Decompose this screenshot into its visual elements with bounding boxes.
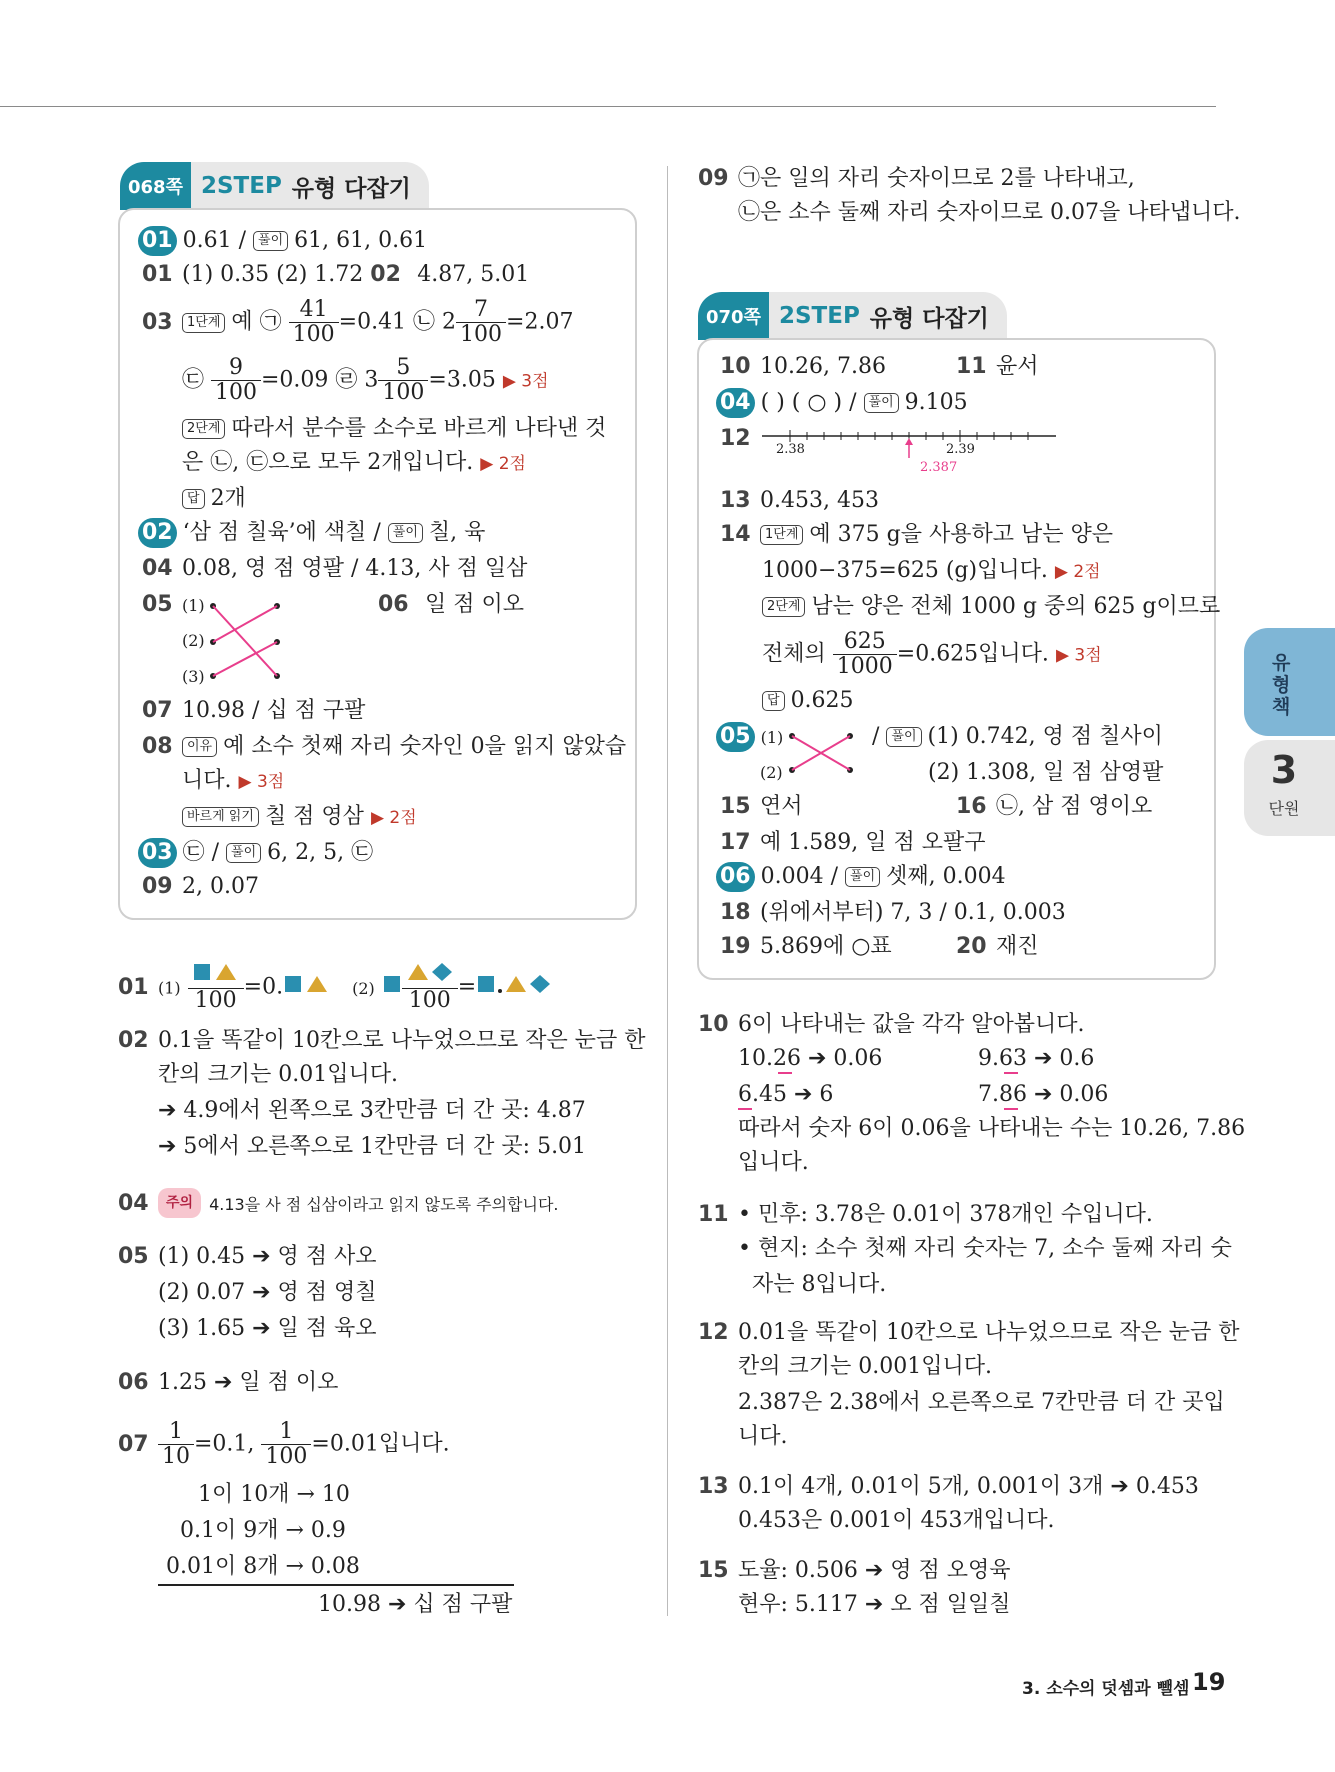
answer-line: 17 예 1.589, 일 점 오팔구: [720, 830, 986, 855]
answer-line: 12: [720, 426, 751, 451]
page-ref: 070쪽: [698, 292, 769, 340]
sum-rule: [158, 1584, 514, 1586]
answer-line: 바르게 읽기 칠 점 영삼 ▶ 2점: [182, 802, 417, 833]
match-label: (3): [182, 667, 205, 686]
digit-underline: [1004, 1108, 1018, 1110]
tick-label-highlight: 2.387: [920, 460, 958, 475]
explanation-13: 13 0.1이 4개, 0.01이 5개, 0.001이 3개 ➔ 0.453: [698, 1474, 1199, 1499]
answer-line: / 풀이 (1) 0.742, 영 점 칠사이: [872, 724, 1163, 749]
digit-underline: [1004, 1072, 1018, 1074]
explanation-10: 10 6이 나타내는 값을 각각 알아봅니다.: [698, 1012, 1085, 1037]
answer-line: 19 5.869에 ○표: [720, 934, 892, 959]
answer-line: 10 10.26, 7.86: [720, 354, 886, 379]
explanation-12: 12 0.01을 똑같이 10칸으로 나누었으므로 작은 눈금 한: [698, 1320, 1240, 1345]
step-label: 2STEP: [778, 303, 860, 329]
answer-line: 01 (1) 0.35 (2) 1.72 02 4.87, 5.01: [142, 262, 530, 287]
explanation-line: (3) 1.65 ➔ 일 점 육오: [158, 1316, 377, 1341]
explanation-15: 15 도율: 0.506 ➔ 영 점 오영육: [698, 1558, 1011, 1583]
answer-line: 14 1단계 예 375 g을 사용하고 남는 양은: [720, 522, 1113, 547]
answer-line: (2) 1.308, 일 점 삼영팔: [928, 760, 1164, 785]
answer-line: 13 0.453, 453: [720, 488, 879, 513]
explanation-line: ➔ 5에서 오른쪽으로 1칸만큼 더 간 곳: 5.01: [158, 1134, 587, 1159]
explanation-line: 2.387은 2.38에서 오른쪽으로 7칸만큼 더 간 곳입: [738, 1390, 1225, 1415]
section-title: 유형 다잡기: [291, 175, 411, 202]
answer-line: 06 0.004 / 풀이 셋째, 0.004: [716, 862, 1006, 892]
explanation-05: 05 (1) 0.45 ➔ 영 점 사오: [118, 1244, 377, 1269]
sum-row: 0.01이 8개 → 0.08: [166, 1554, 360, 1579]
square-icon: [382, 974, 402, 994]
section-title: 유형 다잡기: [869, 305, 989, 332]
page-number: 19: [1192, 1668, 1226, 1696]
explanation-line: 자는 8입니다.: [752, 1272, 887, 1297]
answer-line: 08 이유 예 소수 첫째 자리 숫자인 0을 읽지 않았습: [142, 734, 627, 759]
answer-line: 전체의 $\frac{625}{1000}$ =0.625입니다. ▶ 3점: [762, 629, 1102, 679]
answer-line: 니다. ▶ 3점: [182, 768, 285, 793]
answer-line: 01 0.61 / 풀이 61, 61, 0.61: [138, 226, 427, 256]
answer-line: 답 0.625: [762, 686, 854, 716]
left-section-header: [120, 162, 429, 210]
digit-underline: [738, 1108, 752, 1110]
answer-line: 05 (1): [716, 722, 783, 753]
answer-line: 03 ㉢ / 풀이 6, 2, 5, ㉢: [138, 838, 373, 868]
answer-line: 은 ㉡, ㉢으로 모두 2개입니다. ▶ 2점: [182, 450, 526, 475]
explanation-04: 04 주의 4.13을 사 점 십삼이라고 읽지 않도록 주의합니다.: [118, 1188, 559, 1220]
explanation-11: 11 • 민후: 3.78은 0.01이 378개인 수입니다.: [698, 1202, 1153, 1227]
answer-line: 09 2, 0.07: [142, 874, 259, 899]
footer-chapter: 3. 소수의 덧셈과 뺄셈: [1022, 1679, 1190, 1699]
match-label: (2): [182, 631, 205, 650]
explanation-line: 칸의 크기는 0.01입니다.: [158, 1062, 398, 1087]
answer-line: ㉢ $\frac{9}{100}$ =0.09 ㉣ 3 $\frac{5}{100}$ =3.05 ▶ 3점: [182, 355, 549, 405]
explanation-line: 니다.: [738, 1424, 788, 1449]
explanation-line: 0.453은 0.001이 453개입니다.: [738, 1508, 1055, 1533]
triangle-diamond-icon: [406, 962, 454, 982]
answer-line: 06 일 점 이오: [378, 592, 524, 617]
answer-line: 05 (1): [142, 592, 205, 617]
answer-line: 04 ( ) ( ○ ) / 풀이 9.105: [716, 388, 968, 418]
value-item: 10.26 ➔ 0.06: [738, 1046, 883, 1071]
top-rule: [0, 106, 1216, 107]
unit-label: 단원: [1268, 799, 1300, 818]
explanation-06: 06 1.25 ➔ 일 점 이오: [118, 1370, 339, 1395]
tick-label: 2.39: [946, 442, 975, 457]
explanation-line: • 현지: 소수 첫째 자리 숫자는 7, 소수 둘째 자리 숫: [738, 1236, 1232, 1261]
square-triangle-icon: [192, 962, 240, 982]
matching-diagram: [786, 728, 856, 776]
answer-line: 2단계 따라서 분수를 소수로 바르게 나타낸 것: [182, 414, 606, 444]
explanation-line: ➔ 4.9에서 왼쪽으로 3칸만큼 더 간 곳: 4.87: [158, 1098, 586, 1123]
value-item: 9.63 ➔ 0.6: [978, 1046, 1095, 1071]
side-tab-label: 유형책: [1272, 652, 1291, 718]
explanation-line: ㉡은 소수 둘째 자리 숫자이므로 0.07을 나타냅니다.: [738, 200, 1241, 225]
side-tab-unit[interactable]: [1244, 740, 1335, 836]
match-label: (2): [760, 763, 783, 782]
matching-diagram: [205, 596, 295, 680]
unit-number: 3: [1270, 748, 1298, 792]
number-line: [760, 426, 1060, 480]
explanation-line: 따라서 숫자 6이 0.06을 나타내는 수는 10.26, 7.86: [738, 1116, 1246, 1141]
explanation-line: 현우: 5.117 ➔ 오 점 일일칠: [738, 1592, 1011, 1617]
answer-line: 04 0.08, 영 점 영팔 / 4.13, 사 점 일삼: [142, 556, 528, 581]
answer-line: 15 연서: [720, 794, 803, 819]
explanation-line: 칸의 크기는 0.001입니다.: [738, 1354, 992, 1379]
answer-line: 02 ‘삼 점 칠육’에 색칠 / 풀이 칠, 육: [138, 518, 485, 548]
step-label: 2STEP: [200, 173, 282, 199]
explanation-line: 입니다.: [738, 1150, 809, 1175]
answer-line: 18 (위에서부터) 7, 3 / 0.1, 0.003: [720, 900, 1066, 925]
sum-row: 0.1이 9개 → 0.9: [180, 1518, 346, 1543]
answer-line: 1000−375=625 (g)입니다. ▶ 2점: [762, 558, 1101, 583]
explanation-07: 07 $\frac{1}{10}$ =0.1, $\frac{1}{100}$ =0.01입니다.: [118, 1419, 450, 1469]
tick-label: 2.38: [776, 442, 805, 457]
square-triangle-diamond-icon: [476, 974, 562, 994]
side-tab-book[interactable]: [1244, 628, 1335, 736]
answer-line: 03 1단계 예 ㉠ $\frac{41}{100}$ =0.41 ㉡ 2 $\frac{7}{100}$ =2.07: [142, 297, 574, 347]
explanation-01: 01 (1) 100 =0. (2) 100 =: [118, 962, 562, 1013]
page-ref: 068쪽: [120, 162, 191, 210]
column-divider: [667, 166, 668, 1616]
answer-line: 07 10.98 / 십 점 구팔: [142, 698, 366, 723]
answer-line: 답 2개: [182, 484, 246, 514]
value-item: 6.45 ➔ 6: [738, 1082, 834, 1107]
digit-underline: [778, 1072, 792, 1074]
square-triangle-icon: [283, 974, 331, 994]
answer-line: 20 재진: [956, 934, 1039, 959]
answer-line: 2단계 남는 양은 전체 1000 g 중의 625 g이므로: [762, 592, 1220, 622]
sum-row: 1이 10개 → 10: [198, 1482, 350, 1507]
explanation-02: 02 0.1을 똑같이 10칸으로 나누었으므로 작은 눈금 한: [118, 1028, 646, 1053]
sum-row: 10.98 ➔ 십 점 구팔: [318, 1592, 513, 1617]
right-section-header: [698, 292, 1007, 340]
answer-line: 16 ㉡, 삼 점 영이오: [956, 794, 1153, 819]
value-item: 7.86 ➔ 0.06: [978, 1082, 1109, 1107]
explanation-09: 09 ㉠은 일의 자리 숫자이므로 2를 나타내고,: [698, 166, 1135, 191]
answer-line: 11 윤서: [956, 354, 1039, 379]
explanation-line: (2) 0.07 ➔ 영 점 영칠: [158, 1280, 377, 1305]
